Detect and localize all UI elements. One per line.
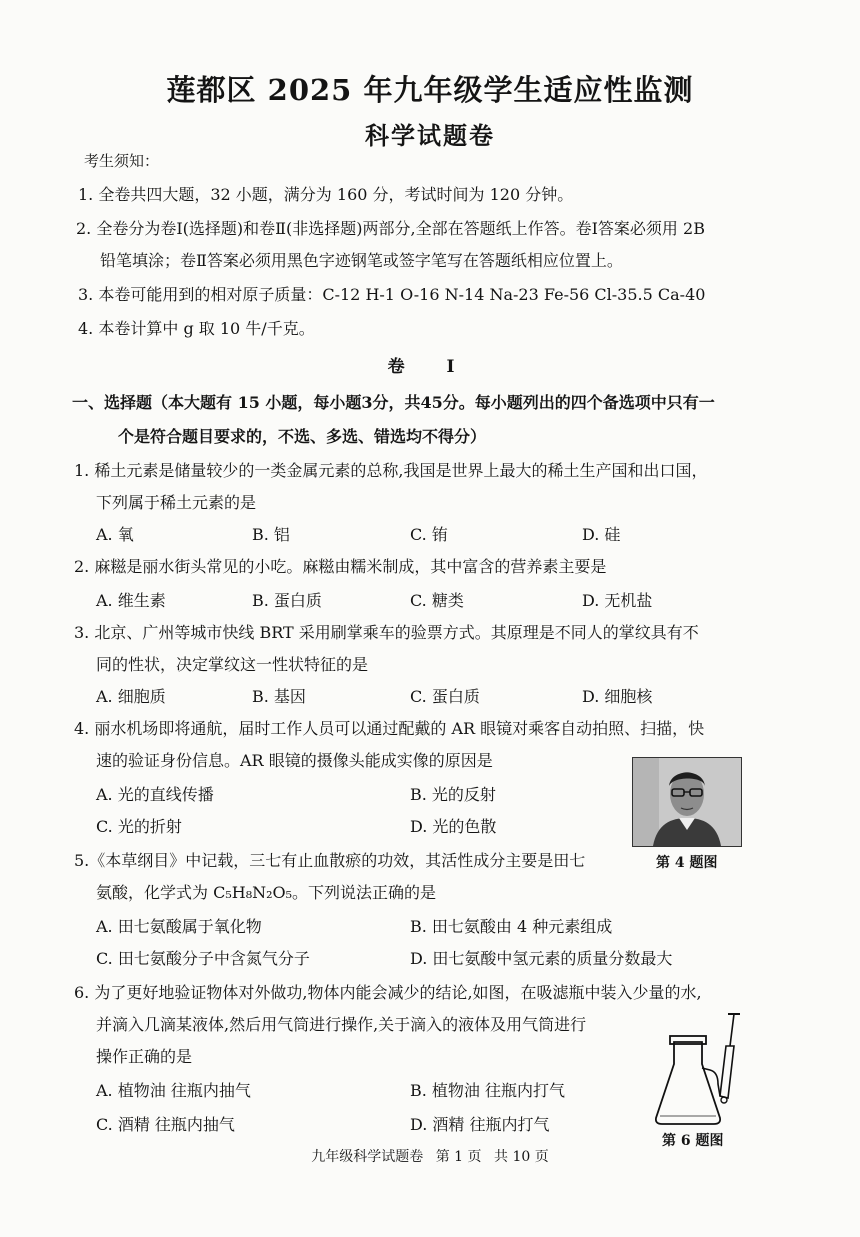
person-with-glasses-icon bbox=[633, 758, 741, 846]
q3-option-d: D. 细胞核 bbox=[582, 687, 653, 706]
q1-option-d: D. 硅 bbox=[582, 525, 621, 544]
q4-option-d: D. 光的色散 bbox=[410, 817, 497, 836]
q6-figure-caption: 第 6 题图 bbox=[662, 1133, 724, 1149]
q5-option-b: B. 田七氨酸由 4 种元素组成 bbox=[410, 917, 613, 936]
q6-option-c: C. 酒精 往瓶内抽气 bbox=[96, 1115, 235, 1134]
notice-item-4: 4. 本卷计算中 g 取 10 牛/千克。 bbox=[78, 319, 315, 338]
q2-stem: 2. 麻糍是丽水街头常见的小吃。麻糍由糯米制成，其中富含的营养素主要是 bbox=[74, 557, 607, 576]
q5-stem: 5.《本草纲目》中记载，三七有止血散瘀的功效，其活性成分主要是田七 bbox=[74, 851, 586, 870]
page-subtitle: 科学试题卷 bbox=[365, 121, 495, 150]
q1-option-c: C. 铕 bbox=[410, 525, 448, 544]
footer-total-pages: 共 10 页 bbox=[494, 1149, 549, 1165]
q3-option-a: A. 细胞质 bbox=[96, 687, 166, 706]
q6-option-d: D. 酒精 往瓶内打气 bbox=[410, 1115, 550, 1134]
q3-stem: 3. 北京、广州等城市快线 BRT 采用刷掌乘车的验票方式。其原理是不同人的掌纹具有不 bbox=[74, 623, 699, 642]
q1-stem: 1. 稀土元素是储量较少的一类金属元素的总称,我国是世界上最大的稀土生产国和出口国， bbox=[74, 461, 708, 480]
q5-option-c: C. 田七氨酸分子中含氮气分子 bbox=[96, 949, 310, 968]
section-heading-cont: 个是符合题目要求的，不选、多选、错选均不得分） bbox=[118, 427, 487, 446]
q5-stem-cont: 氨酸，化学式为 C₅H₈N₂O₅。下列说法正确的是 bbox=[96, 883, 437, 902]
q4-option-a: A. 光的直线传播 bbox=[96, 785, 214, 804]
volume-label: 卷 Ⅰ bbox=[387, 357, 473, 377]
notice-item-2: 2. 全卷分为卷Ⅰ(选择题)和卷Ⅱ(非选择题)两部分,全部在答题纸上作答。卷Ⅰ答案必须用 2B bbox=[76, 219, 705, 238]
q3-option-c: C. 蛋白质 bbox=[410, 687, 480, 706]
notice-item-3: 3. 本卷可能用到的相对原子质量：C-12 H-1 O-16 N-14 Na-23 Fe-56 Cl-35.5 Ca-40 bbox=[78, 285, 706, 304]
q5-option-d: D. 田七氨酸中氢元素的质量分数最大 bbox=[410, 949, 673, 968]
page-footer bbox=[0, 1146, 860, 1166]
q4-option-c: C. 光的折射 bbox=[96, 817, 182, 836]
footer-exam-name: 九年级科学试题卷 bbox=[311, 1149, 424, 1165]
q4-option-b: B. 光的反射 bbox=[410, 785, 496, 804]
q4-stem: 4. 丽水机场即将通航，届时工作人员可以通过配戴的 AR 眼镜对乘客自动拍照、扫描，快 bbox=[74, 719, 705, 738]
flask-and-pump-icon bbox=[648, 1006, 748, 1130]
notice-heading: 考生须知： bbox=[84, 152, 160, 170]
notice-item-1: 1. 全卷共四大题，32 小题，满分为 160 分，考试时间为 120 分钟。 bbox=[78, 185, 574, 204]
q6-stem: 6. 为了更好地验证物体对外做功,物体内能会减少的结论,如图，在吸滤瓶中装入少量的水, bbox=[74, 983, 702, 1002]
notice-item-2-cont: 铅笔填涂；卷Ⅱ答案必须用黑色字迹钢笔或签字笔写在答题纸相应位置上。 bbox=[100, 251, 623, 270]
q3-option-b: B. 基因 bbox=[252, 687, 306, 706]
q6-option-b: B. 植物油 往瓶内打气 bbox=[410, 1081, 566, 1100]
q2-option-b: B. 蛋白质 bbox=[252, 591, 322, 610]
page-title: 莲都区 2025 年九年级学生适应性监测 bbox=[166, 73, 694, 107]
q1-stem-cont: 下列属于稀土元素的是 bbox=[96, 493, 257, 512]
q2-option-c: C. 糖类 bbox=[410, 591, 464, 610]
q5-option-a: A. 田七氨酸属于氧化物 bbox=[96, 917, 262, 936]
q6-stem-cont-2: 操作正确的是 bbox=[96, 1047, 193, 1066]
footer-page-number: 第 1 页 bbox=[435, 1149, 482, 1165]
q2-option-d: D. 无机盐 bbox=[582, 591, 653, 610]
q2-option-a: A. 维生素 bbox=[96, 591, 166, 610]
q1-option-a: A. 氧 bbox=[96, 525, 134, 544]
q4-stem-cont: 速的验证身份信息。AR 眼镜的摄像头能成实像的原因是 bbox=[96, 751, 493, 770]
q6-stem-cont-1: 并滴入几滴某液体,然后用气筒进行操作,关于滴入的液体及用气筒进行 bbox=[96, 1015, 587, 1034]
q4-figure-caption: 第 4 题图 bbox=[656, 855, 718, 871]
q4-figure-photo bbox=[632, 757, 742, 847]
q1-option-b: B. 铝 bbox=[252, 525, 290, 544]
section-heading: 一、选择题（本大题有 15 小题，每小题3分，共45分。每小题列出的四个备选项中只有一 bbox=[72, 393, 715, 412]
q3-stem-cont: 同的性状，决定掌纹这一性状特征的是 bbox=[96, 655, 369, 674]
q6-option-a: A. 植物油 往瓶内抽气 bbox=[96, 1081, 251, 1100]
